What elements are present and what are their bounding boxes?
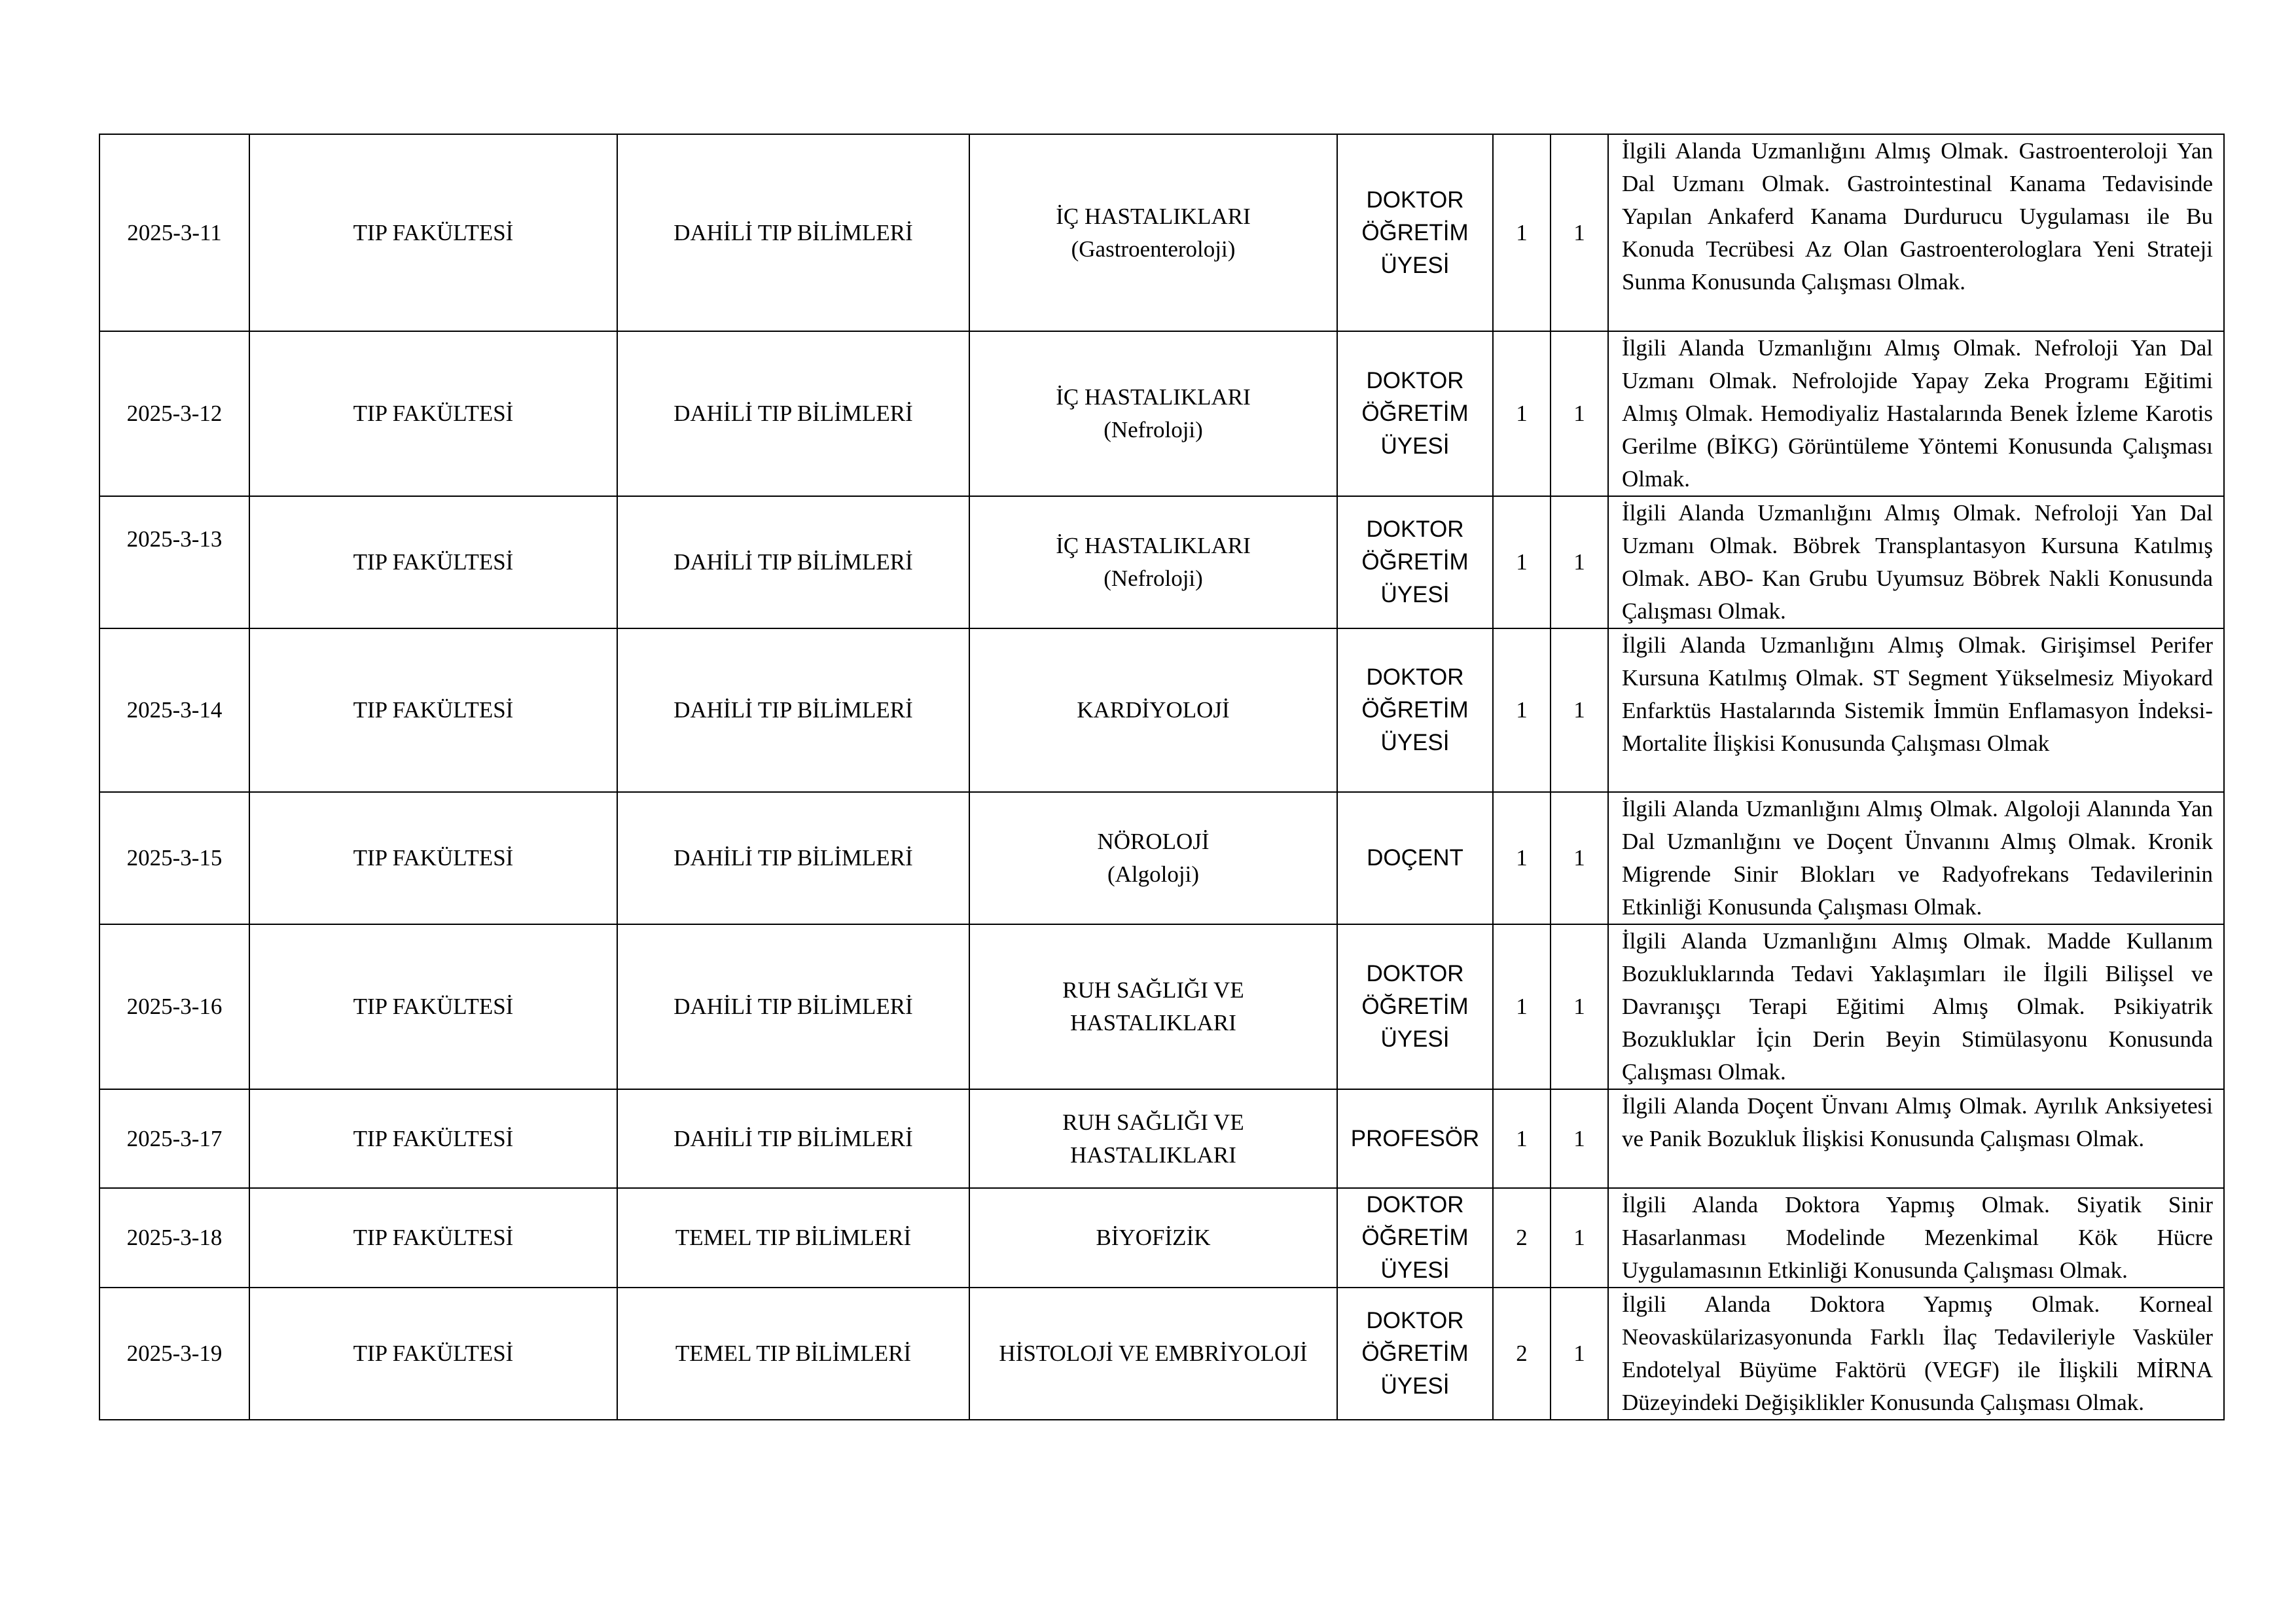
position-title-cell: [1337, 134, 1493, 331]
ilan-no-cell: [99, 496, 249, 628]
position-title-line: ÖĞRETİM: [1361, 549, 1469, 575]
degree-cell: 1: [1551, 792, 1608, 924]
ilan-no-cell: 2025-3-16: [99, 924, 249, 1089]
table-row: [99, 924, 2224, 1089]
count-cell: 1: [1493, 134, 1551, 331]
division-name: İÇ HASTALIKLARI: [1056, 203, 1251, 229]
requirements-cell: İlgili Alanda Uzmanlığını Almış Olmak. Madde Kullanım Bozukluklarında Tedavi Yaklaşımları ile İlgili Bilişsel ve Davranışçı Terapi Eğitimi Almış Olmak. Psikiyatrik Bozukluklar İçin Derin Beyin Stimülasyonu Konusunda Çalışması Olmak.: [1608, 924, 2224, 1089]
department-cell: TEMEL TIP BİLİMLERİ: [617, 1288, 969, 1420]
faculty-cell: TIP FAKÜLTESİ: [249, 1188, 617, 1288]
degree-cell: 1: [1551, 1288, 1608, 1420]
division-cell: [969, 1288, 1337, 1420]
table-row: [99, 628, 2224, 792]
ilan-no-cell: 2025-3-12: [99, 331, 249, 496]
position-title-cell: [1337, 331, 1493, 496]
department-cell: DAHİLİ TIP BİLİMLERİ: [617, 628, 969, 792]
ilan-no-cell: 2025-3-15: [99, 792, 249, 924]
position-title-cell: [1337, 924, 1493, 1089]
department-cell: DAHİLİ TIP BİLİMLERİ: [617, 924, 969, 1089]
ilan-no-cell: 2025-3-14: [99, 628, 249, 792]
faculty-cell: TIP FAKÜLTESİ: [249, 1089, 617, 1188]
position-title-line: ÖĞRETİM: [1361, 697, 1469, 723]
count-cell: 2: [1493, 1288, 1551, 1420]
position-title-line: DOKTOR: [1366, 1192, 1464, 1218]
position-title-line: ÖĞRETİM: [1361, 219, 1469, 245]
subdivision-name: (Gastroenteroloji): [1071, 236, 1236, 262]
subdivision-name: (Nefroloji): [1103, 566, 1203, 591]
ilan-no-cell: 2025-3-18: [99, 1188, 249, 1288]
requirements-cell: İlgili Alanda Uzmanlığını Almış Olmak. Nefroloji Yan Dal Uzmanı Olmak. Böbrek Transplantasyon Kursuna Katılmış Olmak. ABO- Kan Grubu Uyumsuz Böbrek Nakli Konusunda Çalışması Olmak.: [1608, 496, 2224, 628]
position-title-line: DOKTOR: [1366, 664, 1464, 690]
position-title-line: ÖĞRETİM: [1361, 401, 1469, 426]
count-cell: 1: [1493, 496, 1551, 628]
degree-cell: 1: [1551, 924, 1608, 1089]
division-name: BİYOFİZİK: [1096, 1225, 1211, 1250]
requirements-cell: İlgili Alanda Doktora Yapmış Olmak. Korneal Neovaskülarizasyonunda Farklı İlaç Tedavileriyle Vasküler Endotelyal Büyüme Faktörü (VEGF) ile İlişkili MİRNA Düzeyindeki Değişiklikler Konusunda Çalışması Olmak.: [1608, 1288, 2224, 1420]
faculty-cell: TIP FAKÜLTESİ: [249, 1288, 617, 1420]
subdivision-name: HASTALIKLARI: [1070, 1142, 1236, 1168]
requirements-cell: İlgili Alanda Uzmanlığını Almış Olmak. Gastroenteroloji Yan Dal Uzmanı Olmak. Gastrointestinal Kanama Tedavisinde Yapılan Ankaferd Kanama Durdurucu Uygulaması ile Bu Konuda Tecrübesi Az Olan Gastroenterologlara Yeni Strateji Sunma Konusunda Çalışması Olmak.: [1608, 134, 2224, 331]
requirements-cell: İlgili Alanda Uzmanlığını Almış Olmak. Nefroloji Yan Dal Uzmanı Olmak. Nefrolojide Yapay Zeka Programı Eğitimi Almış Olmak. Hemodiyaliz Hastalarında Benek İzleme Karotis Gerilme (BİKG) Görüntüleme Yöntemi Konusunda Çalışması Olmak.: [1608, 331, 2224, 496]
count-cell: 1: [1493, 924, 1551, 1089]
degree-cell: 1: [1551, 1188, 1608, 1288]
position-title-cell: [1337, 496, 1493, 628]
division-name: RUH SAĞLIĞI VE: [1062, 1109, 1244, 1135]
position-title-line: ÜYESİ: [1380, 582, 1450, 607]
table-row: [99, 134, 2224, 331]
subdivision-name: (Nefroloji): [1103, 417, 1203, 442]
table-row: [99, 1188, 2224, 1288]
faculty-cell: TIP FAKÜLTESİ: [249, 792, 617, 924]
degree-cell: 1: [1551, 331, 1608, 496]
requirements-cell: İlgili Alanda Doktora Yapmış Olmak. Siyatik Sinir Hasarlanması Modelinde Mezenkimal Kök Hücre Uygulamasının Etkinliği Konusunda Çalışması Olmak.: [1608, 1188, 2224, 1288]
department-cell: DAHİLİ TIP BİLİMLERİ: [617, 331, 969, 496]
position-title-line: ÜYESİ: [1380, 1026, 1450, 1052]
division-name: HİSTOLOJİ VE EMBRİYOLOJİ: [999, 1341, 1308, 1366]
department-cell: DAHİLİ TIP BİLİMLERİ: [617, 1089, 969, 1188]
division-name: KARDİYOLOJİ: [1077, 697, 1230, 723]
table-row: [99, 1288, 2224, 1420]
position-title-line: ÖĞRETİM: [1361, 1225, 1469, 1250]
count-cell: 1: [1493, 1089, 1551, 1188]
position-title-line: ÜYESİ: [1380, 433, 1450, 459]
table-row: [99, 1089, 2224, 1188]
count-cell: 2: [1493, 1188, 1551, 1288]
division-name: İÇ HASTALIKLARI: [1056, 533, 1251, 558]
position-title-line: ÜYESİ: [1380, 252, 1450, 278]
degree-cell: 1: [1551, 1089, 1608, 1188]
position-title-line: ÖĞRETİM: [1361, 994, 1469, 1019]
division-cell: [969, 1188, 1337, 1288]
faculty-cell: TIP FAKÜLTESİ: [249, 628, 617, 792]
positions-table: [99, 134, 2225, 1420]
position-title-line: ÜYESİ: [1380, 1373, 1450, 1399]
table-row: [99, 496, 2224, 628]
count-cell: 1: [1493, 792, 1551, 924]
division-cell: [969, 628, 1337, 792]
division-cell: [969, 792, 1337, 924]
position-title-line: DOKTOR: [1366, 961, 1464, 986]
table-row: [99, 792, 2224, 924]
position-title-line: PROFESÖR: [1350, 1125, 1480, 1151]
faculty-cell: TIP FAKÜLTESİ: [249, 331, 617, 496]
ilan-no-cell: 2025-3-11: [99, 134, 249, 331]
division-cell: [969, 924, 1337, 1089]
division-cell: [969, 1089, 1337, 1188]
division-cell: [969, 496, 1337, 628]
position-title-line: ÖĞRETİM: [1361, 1341, 1469, 1366]
ilan-no-cell: 2025-3-17: [99, 1089, 249, 1188]
position-title-line: ÜYESİ: [1380, 730, 1450, 755]
department-cell: DAHİLİ TIP BİLİMLERİ: [617, 496, 969, 628]
division-name: NÖROLOJİ: [1097, 829, 1210, 854]
faculty-cell: TIP FAKÜLTESİ: [249, 496, 617, 628]
requirements-cell: İlgili Alanda Uzmanlığını Almış Olmak. Algoloji Alanında Yan Dal Uzmanlığını ve Doçent Ünvanını Almış Olmak. Kronik Migrende Sinir Blokları ve Radyofrekans Tedavilerinin Etkinliği Konusunda Çalışması Olmak.: [1608, 792, 2224, 924]
requirements-cell: İlgili Alanda Doçent Ünvanı Almış Olmak. Ayrılık Anksiyetesi ve Panik Bozukluk İlişkisi Konusunda Çalışması Olmak.: [1608, 1089, 2224, 1188]
requirements-cell: İlgili Alanda Uzmanlığını Almış Olmak. Girişimsel Perifer Kursuna Katılmış Olmak. ST Segment Yükselmesiz Miyokard Enfarktüs Hastalarında Sistemik İmmün Enflamasyon İndeksi-Mortalite İlişkisi Konusunda Çalışması Olmak: [1608, 628, 2224, 792]
position-title-line: ÜYESİ: [1380, 1257, 1450, 1283]
degree-cell: 1: [1551, 134, 1608, 331]
table-body: [99, 134, 2224, 1420]
subdivision-name: (Algoloji): [1107, 861, 1199, 887]
position-title-line: DOKTOR: [1366, 368, 1464, 393]
position-title-cell: [1337, 792, 1493, 924]
division-name: İÇ HASTALIKLARI: [1056, 384, 1251, 410]
position-title-line: DOKTOR: [1366, 187, 1464, 213]
position-title-line: DOKTOR: [1366, 516, 1464, 542]
department-cell: TEMEL TIP BİLİMLERİ: [617, 1188, 969, 1288]
department-cell: DAHİLİ TIP BİLİMLERİ: [617, 792, 969, 924]
ilan-no-cell: 2025-3-19: [99, 1288, 249, 1420]
position-title-cell: [1337, 1288, 1493, 1420]
subdivision-name: HASTALIKLARI: [1070, 1010, 1236, 1036]
position-title-line: DOKTOR: [1366, 1308, 1464, 1333]
ilan-no-text: 2025-3-13: [126, 526, 223, 552]
faculty-cell: TIP FAKÜLTESİ: [249, 134, 617, 331]
division-cell: [969, 134, 1337, 331]
position-title-cell: [1337, 1188, 1493, 1288]
count-cell: 1: [1493, 331, 1551, 496]
position-title-cell: [1337, 1089, 1493, 1188]
faculty-cell: TIP FAKÜLTESİ: [249, 924, 617, 1089]
table-row: [99, 331, 2224, 496]
count-cell: 1: [1493, 628, 1551, 792]
division-name: RUH SAĞLIĞI VE: [1062, 977, 1244, 1003]
department-cell: DAHİLİ TIP BİLİMLERİ: [617, 134, 969, 331]
position-title-cell: [1337, 628, 1493, 792]
degree-cell: 1: [1551, 628, 1608, 792]
degree-cell: 1: [1551, 496, 1608, 628]
position-title-line: DOÇENT: [1367, 845, 1463, 871]
division-cell: [969, 331, 1337, 496]
